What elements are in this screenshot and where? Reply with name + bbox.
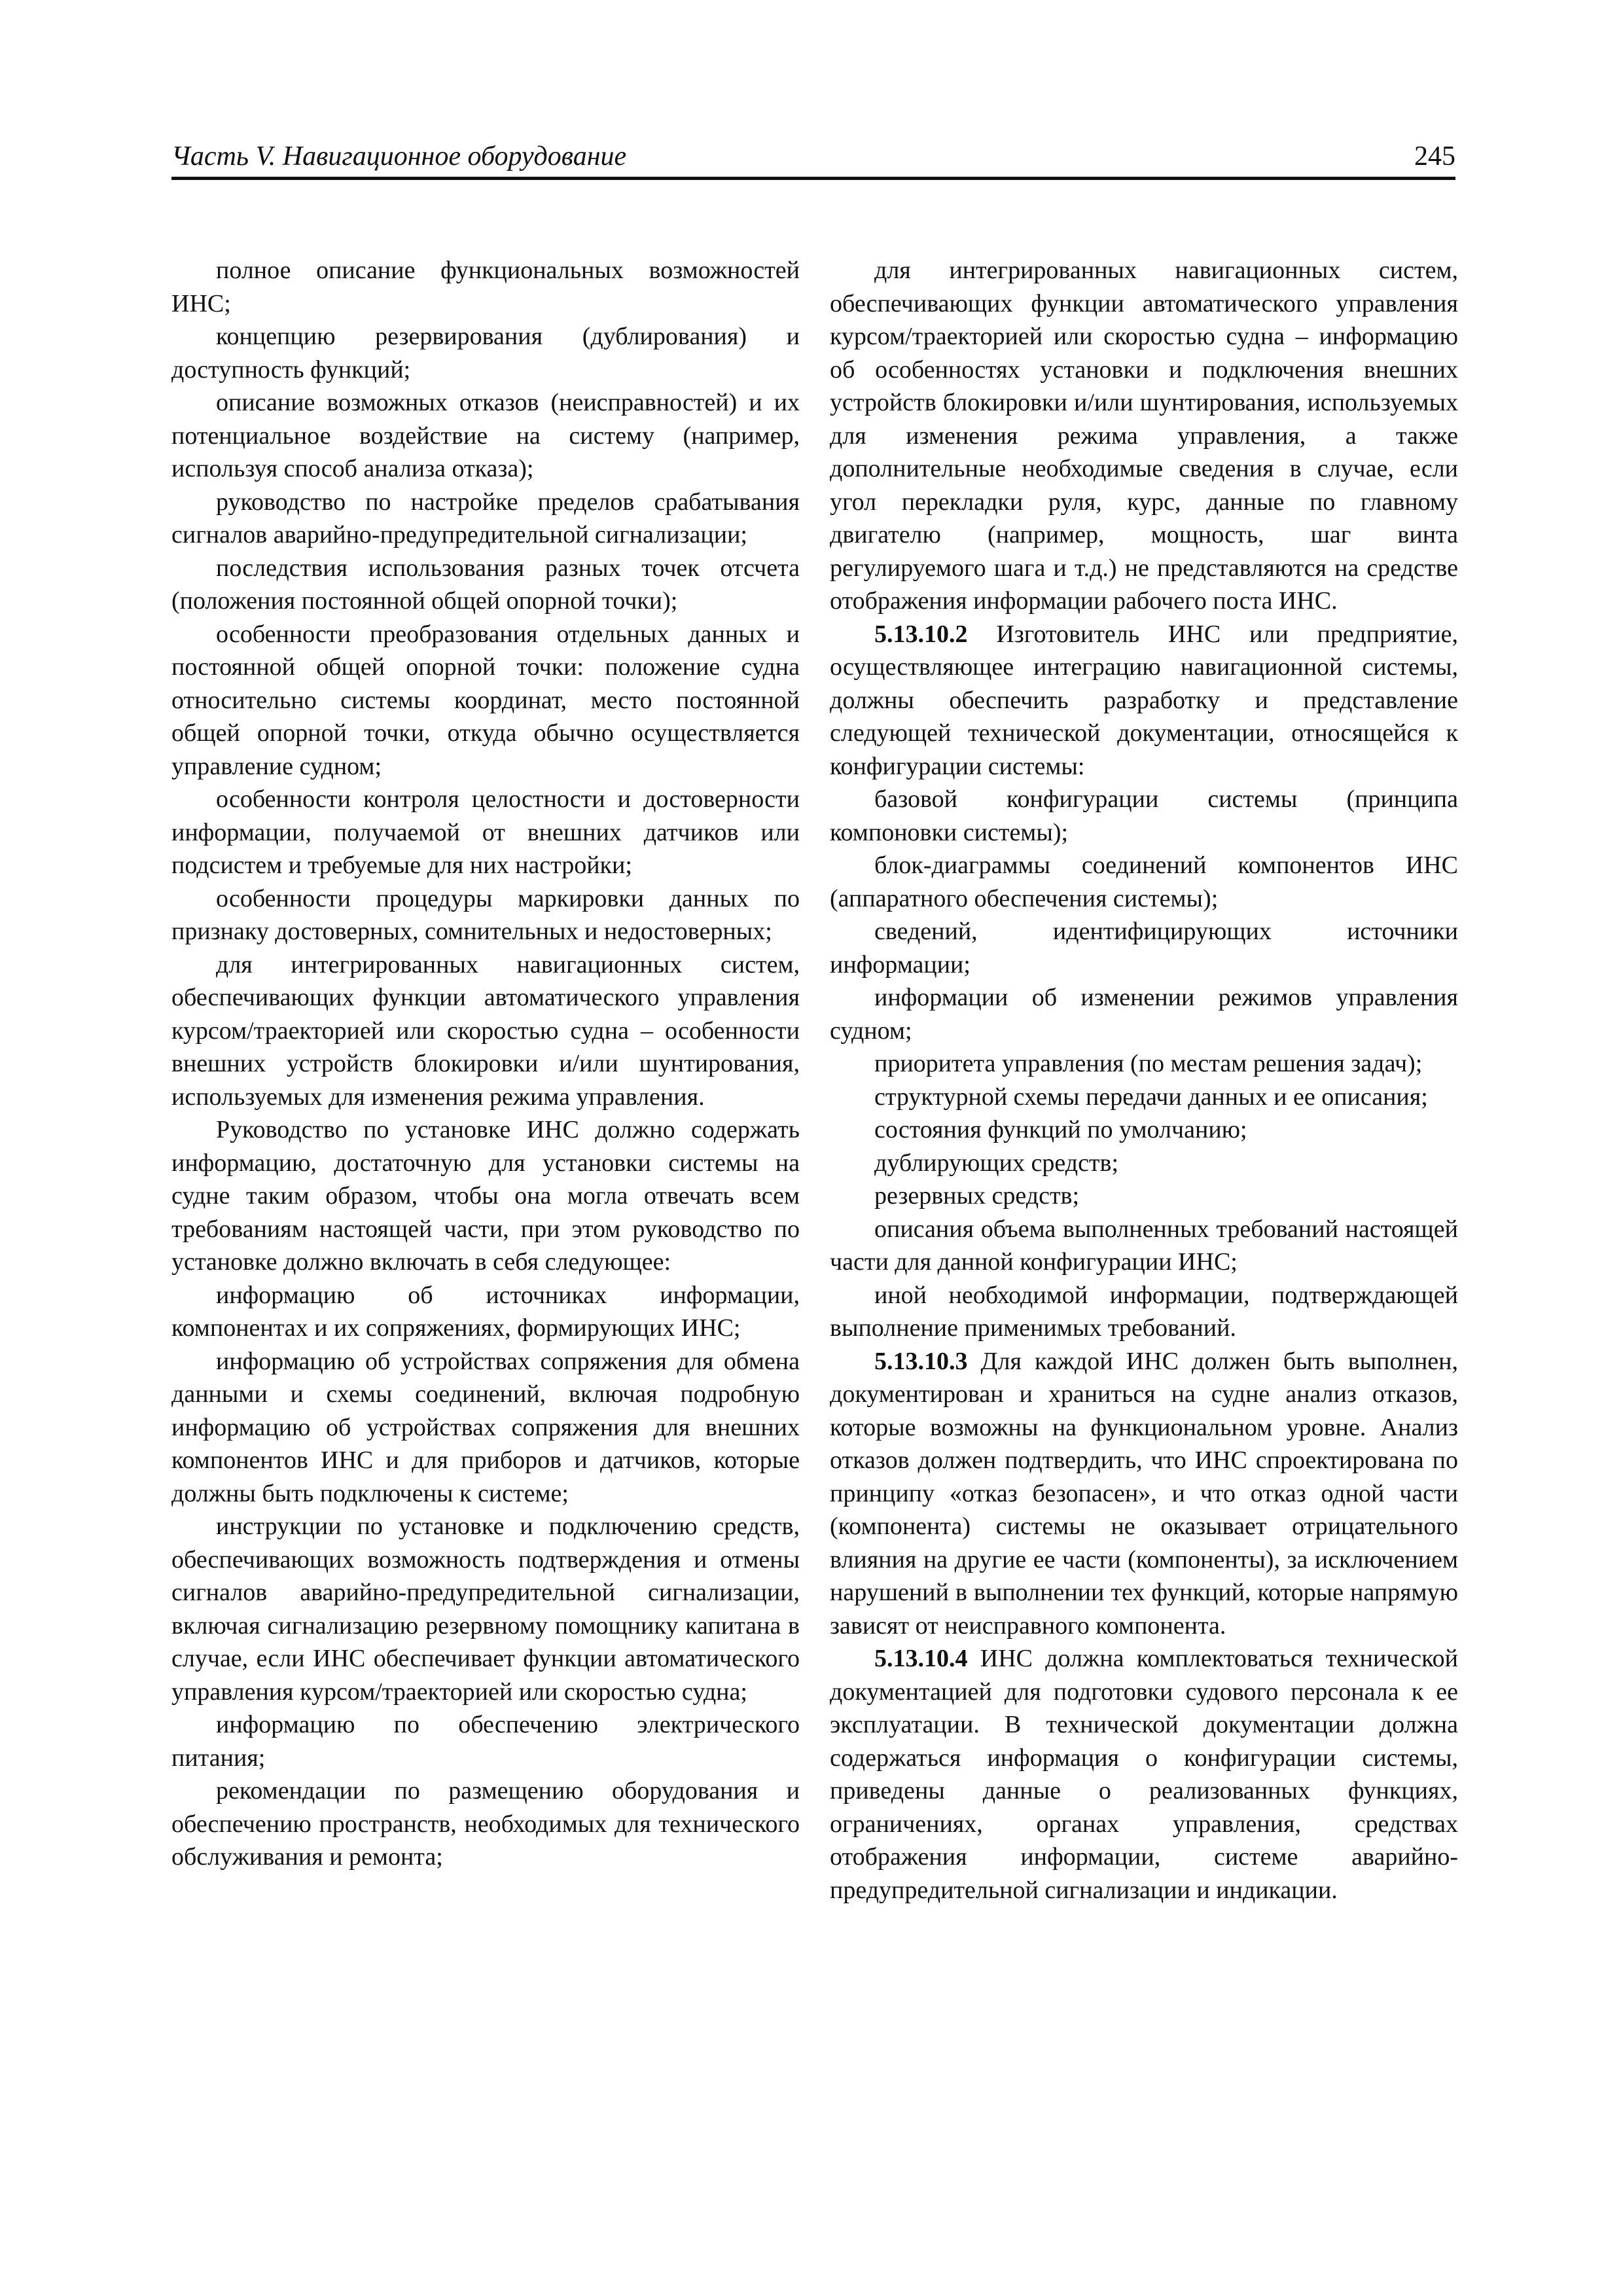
- paragraph-text: концепцию резервирования (дублирования) и доступность функций;: [171, 323, 800, 384]
- paragraph-text: структурной схемы передачи данных и ее описания;: [874, 1083, 1428, 1111]
- paragraph: [171, 618, 800, 783]
- paragraph: [830, 1642, 1458, 1907]
- paragraph-text: Изготовитель ИНС или предприятие, осуществляющее интеграцию навигационной системы, должны обеспечить разработку и представление следующей технической документации, относящейся к конфигурации системы:: [830, 620, 1458, 780]
- paragraph: [171, 254, 800, 320]
- paragraph-text: иной необходимой информации, подтверждающей выполнение применимых требований.: [830, 1281, 1458, 1342]
- paragraph: [830, 618, 1458, 783]
- paragraph: [830, 783, 1458, 849]
- paragraph: [830, 254, 1458, 618]
- paragraph: [830, 1147, 1458, 1180]
- running-title: Часть V. Навигационное оборудование: [171, 141, 627, 171]
- paragraph: [171, 1708, 800, 1774]
- paragraph: [830, 981, 1458, 1047]
- paragraph: [171, 1279, 800, 1345]
- page-header: [171, 143, 1455, 175]
- paragraph-text: резервных средств;: [874, 1182, 1080, 1210]
- paragraph-text: информации об изменении режимов управления судном;: [830, 984, 1458, 1045]
- paragraph-text: Руководство по установке ИНС должно содержать информацию, достаточную для установки системы на судне таким образом, чтобы она могла отвечать всем требованиям настоящей части, при этом руководство по установке должно включать в себя следующее:: [171, 1116, 800, 1276]
- paragraph: [830, 1047, 1458, 1081]
- paragraph: [830, 1179, 1458, 1213]
- paragraph-text: особенности контроля целостности и достоверности информации, получаемой от внешних датчиков или подсистем и требуемые для них настройки;: [171, 785, 800, 879]
- paragraph-text: сведений, идентифицирующих источники информации;: [830, 918, 1458, 978]
- paragraph: [171, 552, 800, 618]
- paragraph: [830, 1081, 1458, 1114]
- left-column: [171, 254, 800, 1874]
- paragraph-text: рекомендации по размещению оборудования и обеспечению пространств, необходимых для технического обслуживания и ремонта;: [171, 1777, 800, 1871]
- paragraph-text: блок-диаграммы соединений компонентов ИНС (аппаратного обеспечения системы);: [830, 852, 1458, 912]
- paragraph-text: состояния функций по умолчанию;: [874, 1116, 1247, 1143]
- clause-number: 5.13.10.2: [874, 620, 968, 648]
- paragraph-text: информацию по обеспечению электрического питания;: [171, 1711, 800, 1772]
- header-rule: [171, 177, 1455, 180]
- paragraph: [830, 849, 1458, 915]
- page-number: 245: [1414, 141, 1455, 171]
- paragraph-text: описание возможных отказов (неисправностей) и их потенциальное воздействие на систему (например, используя способ анализа отказа);: [171, 389, 800, 482]
- paragraph-text: особенности процедуры маркировки данных по признаку достоверных, сомнительных и недостоверных;: [171, 884, 800, 945]
- paragraph-text: инструкции по установке и подключению средств, обеспечивающих возможность подтверждения и отмены сигналов аварийно-предупредительной сигнализации, включая сигнализацию резервному помощнику капитана в случае, если ИНС обеспечивает функции автоматического управления курсом/траекторией или скоростью судна;: [171, 1513, 800, 1706]
- paragraph-text: базовой конфигурации системы (принципа компоновки системы);: [830, 785, 1458, 846]
- paragraph-text: полное описание функциональных возможностей ИНС;: [171, 257, 800, 317]
- paragraph: [171, 948, 800, 1114]
- paragraph: [830, 1345, 1458, 1643]
- clause-number: 5.13.10.4: [874, 1645, 968, 1672]
- paragraph-text: руководство по настройке пределов срабатывания сигналов аварийно-предупредительной сигнализации;: [171, 488, 800, 548]
- paragraph-text: Для каждой ИНС должен быть выполнен, документирован и храниться на судне анализ отказов, которые возможны на функциональном уровне. Анализ отказов должен подтвердить, что ИНС спроектирована по принципу «отказ безопасен», и что отказ одной части (компонента) системы не оказывает отрицательного влияния на другие ее части (компоненты), за исключением нарушений в выполнении тех функций, которые напрямую зависят от неисправного компонента.: [830, 1347, 1458, 1640]
- paragraph: [171, 783, 800, 882]
- paragraph: [171, 1510, 800, 1708]
- paragraph: [171, 320, 800, 386]
- paragraph-text: особенности преобразования отдельных данных и постоянной общей опорной точки: положение судна относительно системы координат, место постоянной общей опорной точки, откуда обычно осуществляется управление судном;: [171, 620, 800, 780]
- paragraph-text: дублирующих средств;: [874, 1149, 1119, 1177]
- paragraph-text: приоритета управления (по местам решения задач);: [874, 1050, 1423, 1077]
- paragraph: [830, 1113, 1458, 1147]
- paragraph: [830, 1279, 1458, 1345]
- paragraph: [171, 1774, 800, 1874]
- paragraph-text: последствия использования разных точек отсчета (положения постоянной общей опорной точки);: [171, 554, 800, 615]
- paragraph: [171, 386, 800, 486]
- paragraph: [171, 1345, 800, 1511]
- clause-number: 5.13.10.3: [874, 1347, 968, 1375]
- paragraph-text: ИНС должна комплектоваться технической документацией для подготовки судового персонала к ее эксплуатации. В технической документации должна содержаться информация о конфигурации системы, приведены данные о реализованных функциях, ограничениях, органах управления, средствах отображения информации, системе аварийно-предупредительной сигнализации и индикации.: [830, 1645, 1458, 1904]
- paragraph-text: информацию об источниках информации, компонентах и их сопряжениях, формирующих ИНС;: [171, 1281, 800, 1342]
- paragraph-text: описания объема выполненных требований настоящей части для данной конфигурации ИНС;: [830, 1215, 1458, 1276]
- paragraph: [171, 882, 800, 948]
- paragraph-text: для интегрированных навигационных систем, обеспечивающих функции автоматического управления курсом/траекторией или скоростью судна – информацию об особенностях установки и подключения внешних устройств блокировки и/или шунтирования, используемых для изменения режима управления, а также дополнительные необходимые сведения в случае, если угол перекладки руля, курс, данные по главному двигателю (например, мощность, шаг винта регулируемого шага и т.д.) не представляются на средстве отображения информации рабочего поста ИНС.: [830, 257, 1458, 615]
- paragraph: [171, 1113, 800, 1279]
- paragraph-text: информацию об устройствах сопряжения для обмена данными и схемы соединений, включая подробную информацию об устройствах сопряжения для внешних компонентов ИНС и для приборов и датчиков, которые должны быть подключены к системе;: [171, 1347, 800, 1507]
- right-column: [830, 254, 1458, 1907]
- paragraph: [830, 1213, 1458, 1279]
- paragraph: [171, 486, 800, 552]
- paragraph: [830, 915, 1458, 981]
- paragraph-text: для интегрированных навигационных систем, обеспечивающих функции автоматического управления курсом/траекторией или скоростью судна – особенности внешних устройств блокировки и/или шунтирования, используемых для изменения режима управления.: [171, 950, 800, 1111]
